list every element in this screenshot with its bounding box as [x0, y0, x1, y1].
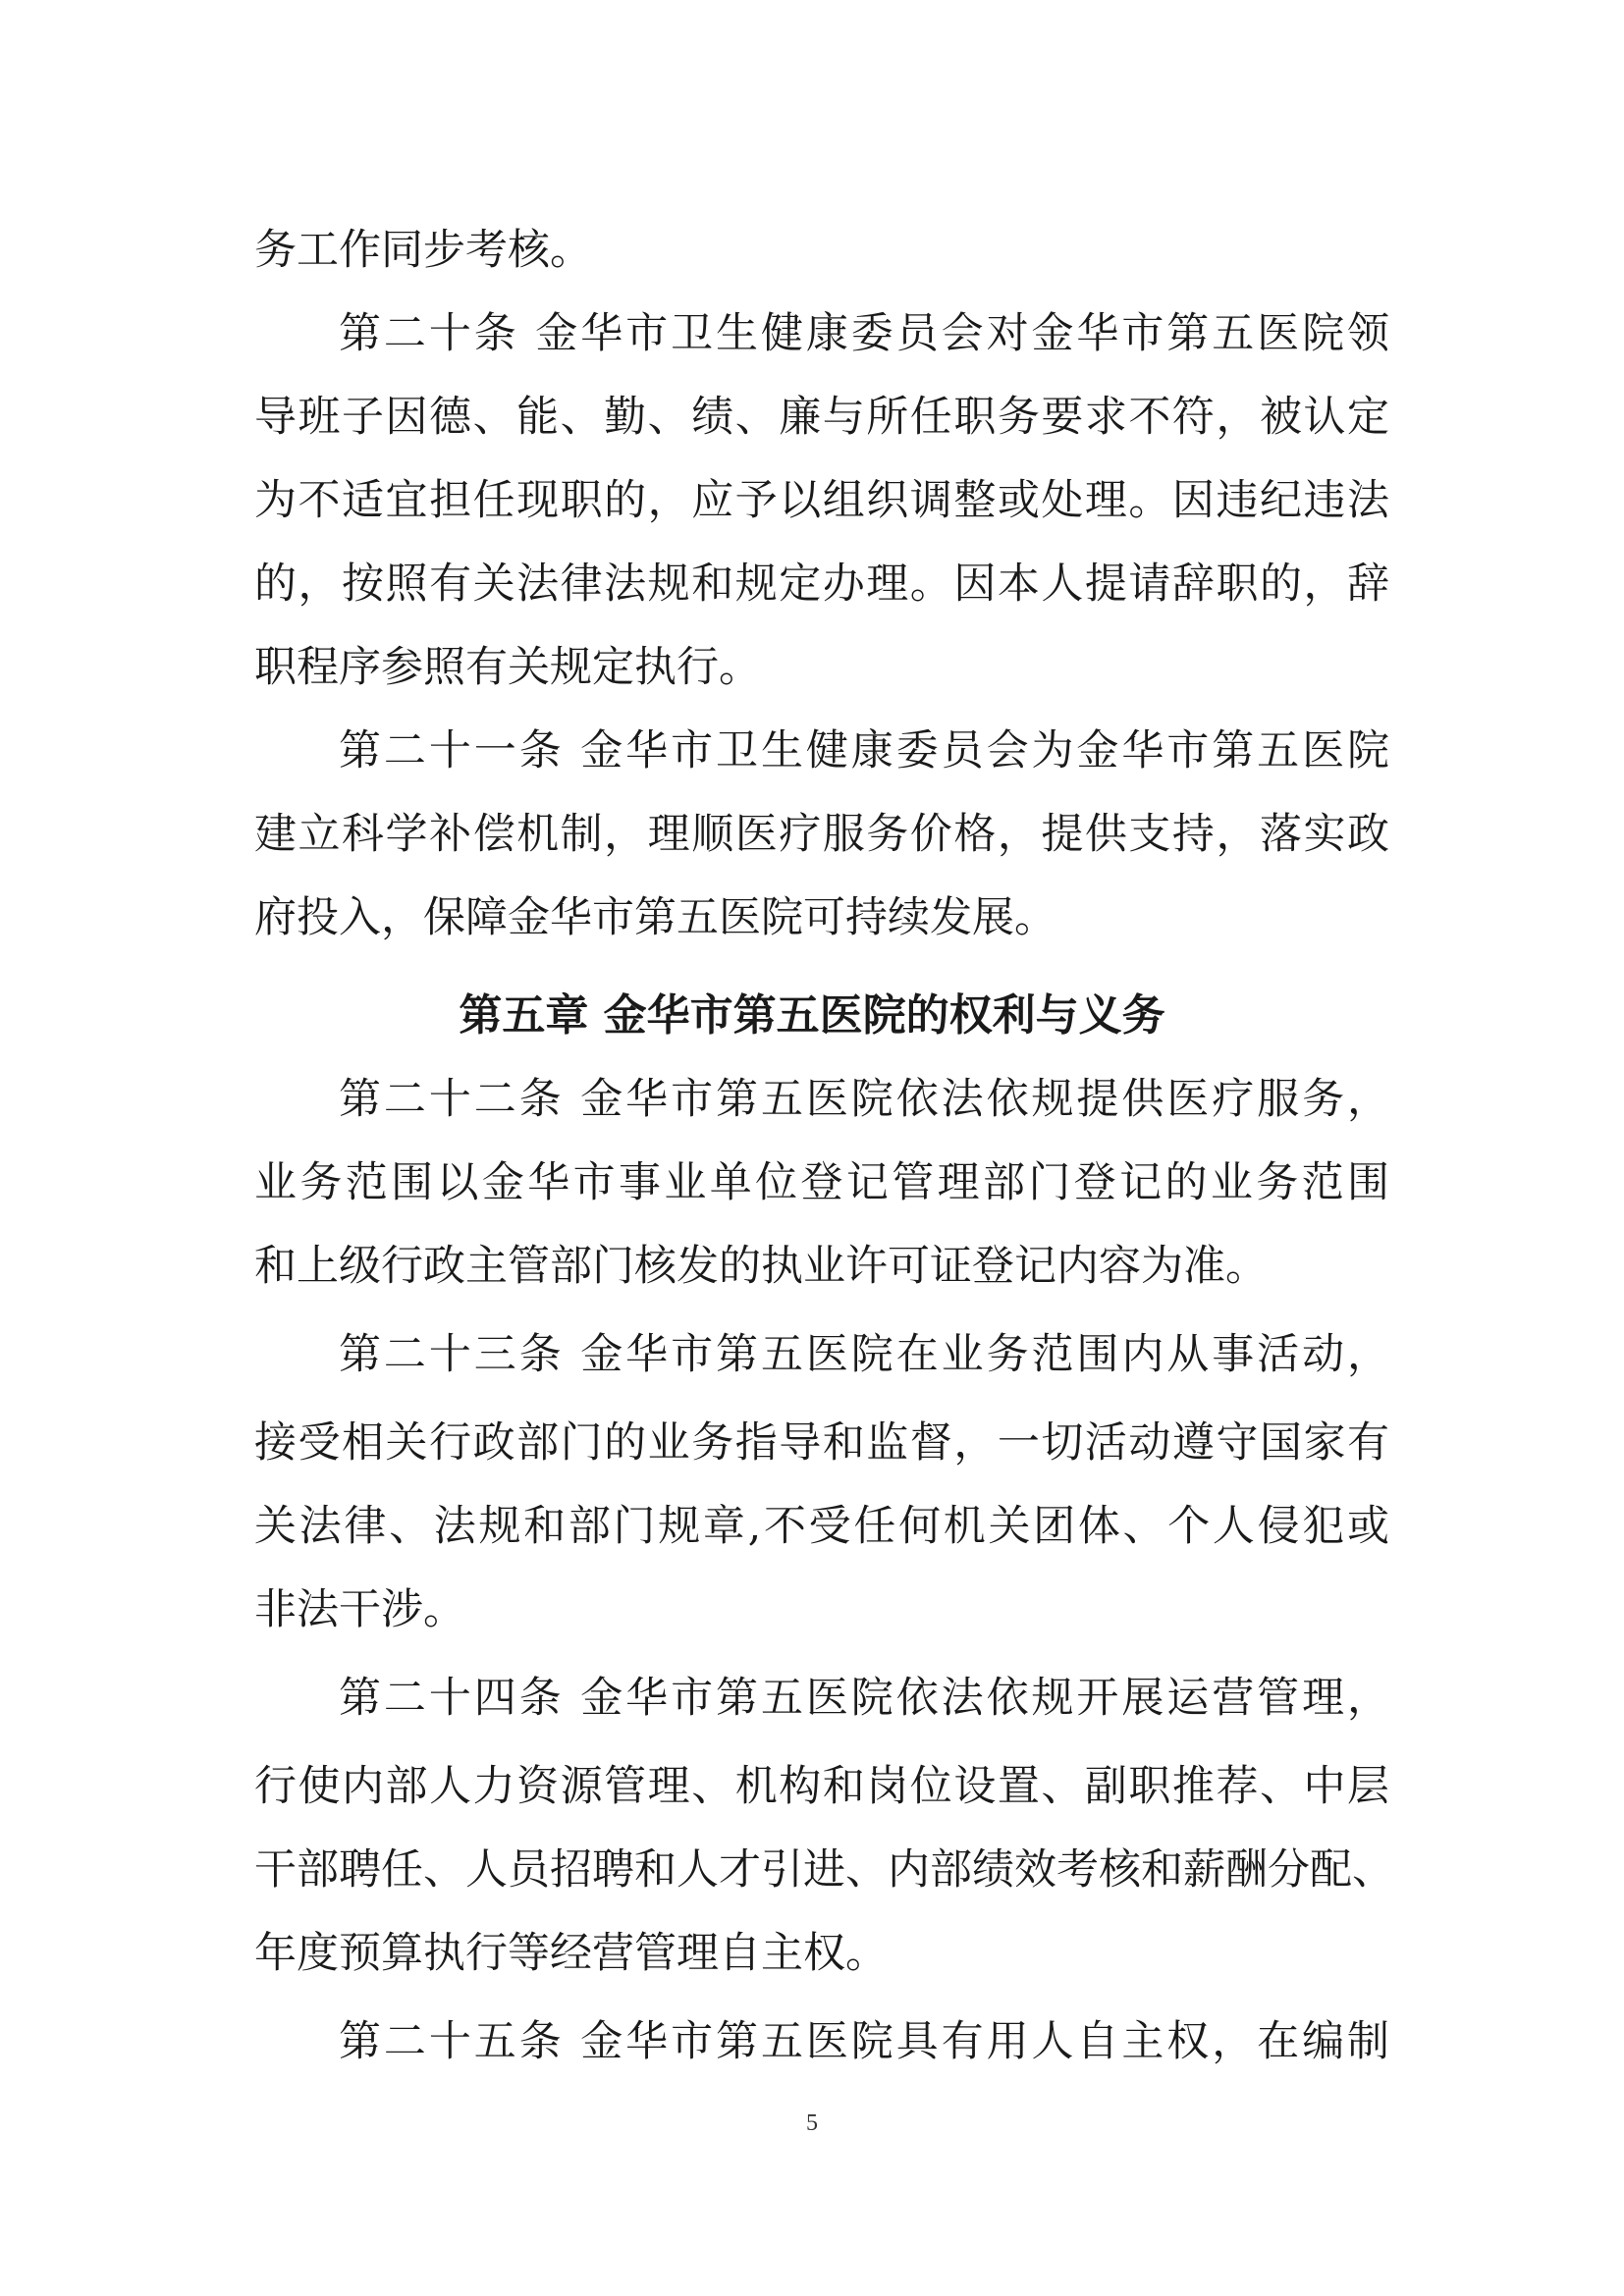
- article-23-line-2: 接受相关行政部门的业务指导和监督，一切活动遵守国家有: [254, 1418, 1389, 1468]
- article-20-line-1: 第二十条 金华市卫生健康委员会对金华市第五医院领: [339, 309, 1389, 358]
- article-21-line-1: 第二十一条 金华市卫生健康委员会为金华市第五医院: [339, 726, 1389, 775]
- article-24-line-2: 行使内部人力资源管理、机构和岗位设置、副职推荐、中层: [254, 1762, 1389, 1811]
- article-20-line-5: 职程序参照有关规定执行。: [254, 643, 761, 692]
- article-22-line-3: 和上级行政主管部门核发的执业许可证登记内容为准。: [254, 1242, 1268, 1291]
- article-24-line-4: 年度预算执行等经营管理自主权。: [254, 1929, 888, 1978]
- article-25-line-1: 第二十五条 金华市第五医院具有用人自主权，在编制: [339, 2017, 1389, 2066]
- article-20-line-3: 为不适宜担任现职的，应予以组织调整或处理。因违纪违法: [254, 476, 1389, 525]
- article-24-line-1: 第二十四条 金华市第五医院依法依规开展运营管理，: [339, 1674, 1389, 1723]
- article-24-line-3: 干部聘任、人员招聘和人才引进、内部绩效考核和薪酬分配、: [254, 1845, 1394, 1895]
- text-line-1: 务工作同步考核。: [254, 226, 592, 275]
- article-20-line-2: 导班子因德、能、勤、绩、廉与所任职务要求不符，被认定: [254, 393, 1389, 442]
- article-23-line-3: 关法律、法规和部门规章,不受任何机关团体、个人侵犯或: [254, 1502, 1389, 1551]
- article-23-line-4: 非法干涉。: [254, 1585, 465, 1634]
- article-21-line-2: 建立科学补偿机制，理顺医疗服务价格，提供支持，落实政: [254, 810, 1389, 859]
- article-23-line-1: 第二十三条 金华市第五医院在业务范围内从事活动，: [339, 1330, 1389, 1379]
- article-22-line-2: 业务范围以金华市事业单位登记管理部门登记的业务范围: [254, 1158, 1389, 1207]
- article-20-line-4: 的，按照有关法律法规和规定办理。因本人提请辞职的，辞: [254, 560, 1389, 609]
- article-21-line-3: 府投入，保障金华市第五医院可持续发展。: [254, 893, 1056, 942]
- chapter-heading: 第五章 金华市第五医院的权利与义务: [459, 990, 1165, 1041]
- article-22-line-1: 第二十二条 金华市第五医院依法依规提供医疗服务，: [339, 1075, 1389, 1124]
- page-number: 5: [806, 2110, 818, 2136]
